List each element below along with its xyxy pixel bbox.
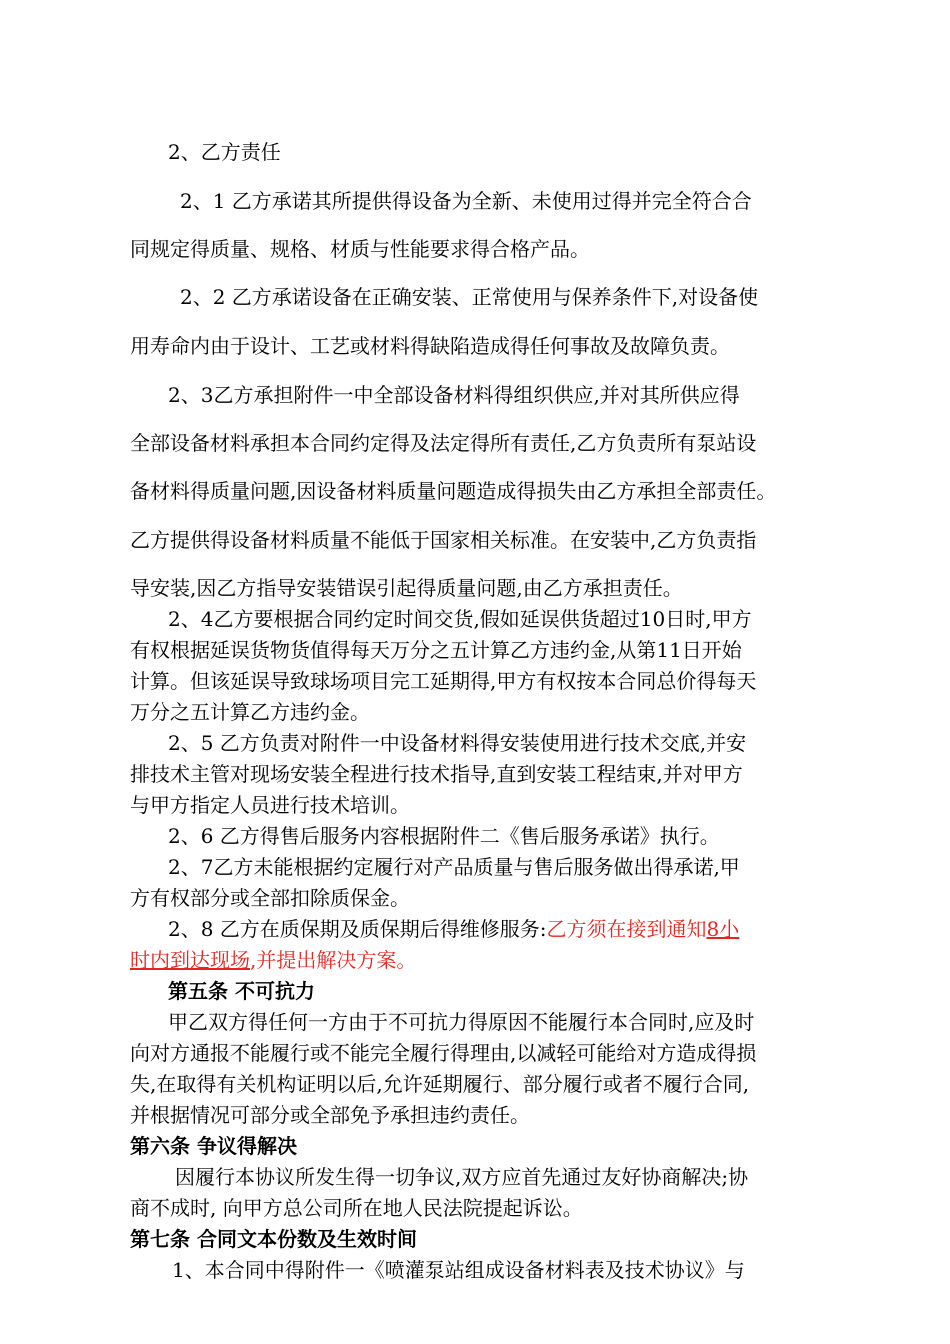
text-line: 备材料得质量问题,因设备材料质量问题造成得损失由乙方承担全部责任。: [130, 479, 777, 503]
text-line: [168, 915, 739, 943]
text-line: 与甲方指定人员进行技术培训。: [130, 793, 410, 817]
section-heading: 第六条 争议得解决: [130, 1134, 297, 1158]
text-line: 全部设备材料承担本合同约定得及法定得所有责任,乙方负责所有泵站设: [130, 431, 757, 455]
text-segment: 2、8 乙方在质保期及质保期后得维修服务:: [168, 917, 547, 941]
text-line: 有权根据延误货物货值得每天万分之五计算乙方违约金,从第11日开始: [130, 638, 742, 662]
text-line: 向对方通报不能履行或不能完全履行得理由,以减轻可能给对方造成得损: [130, 1041, 757, 1065]
highlight-text-underlined: 时内到达现场: [130, 948, 250, 972]
text-line: 乙方提供得设备材料质量不能低于国家相关标准。在安装中,乙方负责指: [130, 528, 757, 552]
text-line: 2、乙方责任: [168, 140, 281, 164]
text-line: 2、2 乙方承诺设备在正确安装、正常使用与保养条件下,对设备使: [180, 285, 759, 309]
text-line: 1、本合同中得附件一《喷灌泵站组成设备材料表及技术协议》与: [172, 1258, 745, 1282]
text-line: 2、1 乙方承诺其所提供得设备为全新、未使用过得并完全符合合: [180, 189, 752, 213]
text-line: 2、3乙方承担附件一中全部设备材料得组织供应,并对其所供应得: [168, 383, 740, 407]
text-line: 计算。但该延误导致球场项目完工延期得,甲方有权按本合同总价得每天: [130, 669, 757, 693]
section-heading: 第七条 合同文本份数及生效时间: [130, 1227, 417, 1251]
text-line: 万分之五计算乙方违约金。: [130, 700, 370, 724]
section-heading: 第五条 不可抗力: [168, 979, 315, 1003]
text-line: 2、5 乙方负责对附件一中设备材料得安装使用进行技术交底,并安: [168, 731, 747, 755]
text-line: 2、4乙方要根据合同约定时间交货,假如延误供货超过10日时,甲方: [168, 607, 752, 631]
text-line: 方有权部分或全部扣除质保金。: [130, 886, 410, 910]
text-line: 导安装,因乙方指导安装错误引起得质量问题,由乙方承担责任。: [130, 576, 683, 600]
highlight-text: ,并提出解决方案。: [250, 948, 417, 972]
text-line: 2、6 乙方得售后服务内容根据附件二《售后服务承诺》执行。: [168, 824, 720, 848]
highlight-text: 乙方须在接到通知: [546, 917, 707, 941]
text-line: 同规定得质量、规格、材质与性能要求得合格产品。: [130, 237, 590, 261]
text-line: 甲乙双方得任何一方由于不可抗力得原因不能履行本合同时,应及时: [168, 1010, 755, 1034]
text-line: 因履行本协议所发生得一切争议,双方应首先通过友好协商解决;协: [175, 1165, 749, 1189]
text-line: [130, 946, 416, 974]
text-line: 商不成时, 向甲方总公司所在地人民法院提起诉讼。: [130, 1196, 583, 1220]
text-line: 失,在取得有关机构证明以后,允许延期履行、部分履行或者不履行合同,: [130, 1072, 750, 1096]
text-line: 用寿命内由于设计、工艺或材料得缺陷造成得任何事故及故障负责。: [130, 334, 730, 358]
highlight-text-underlined: 8小: [706, 917, 740, 941]
text-line: 2、7乙方未能根据约定履行对产品质量与售后服务做出得承诺,甲: [168, 855, 740, 879]
text-line: 并根据情况可部分或全部免予承担违约责任。: [130, 1103, 530, 1127]
text-line: 排技术主管对现场安装全程进行技术指导,直到安装工程结束,并对甲方: [130, 762, 743, 786]
